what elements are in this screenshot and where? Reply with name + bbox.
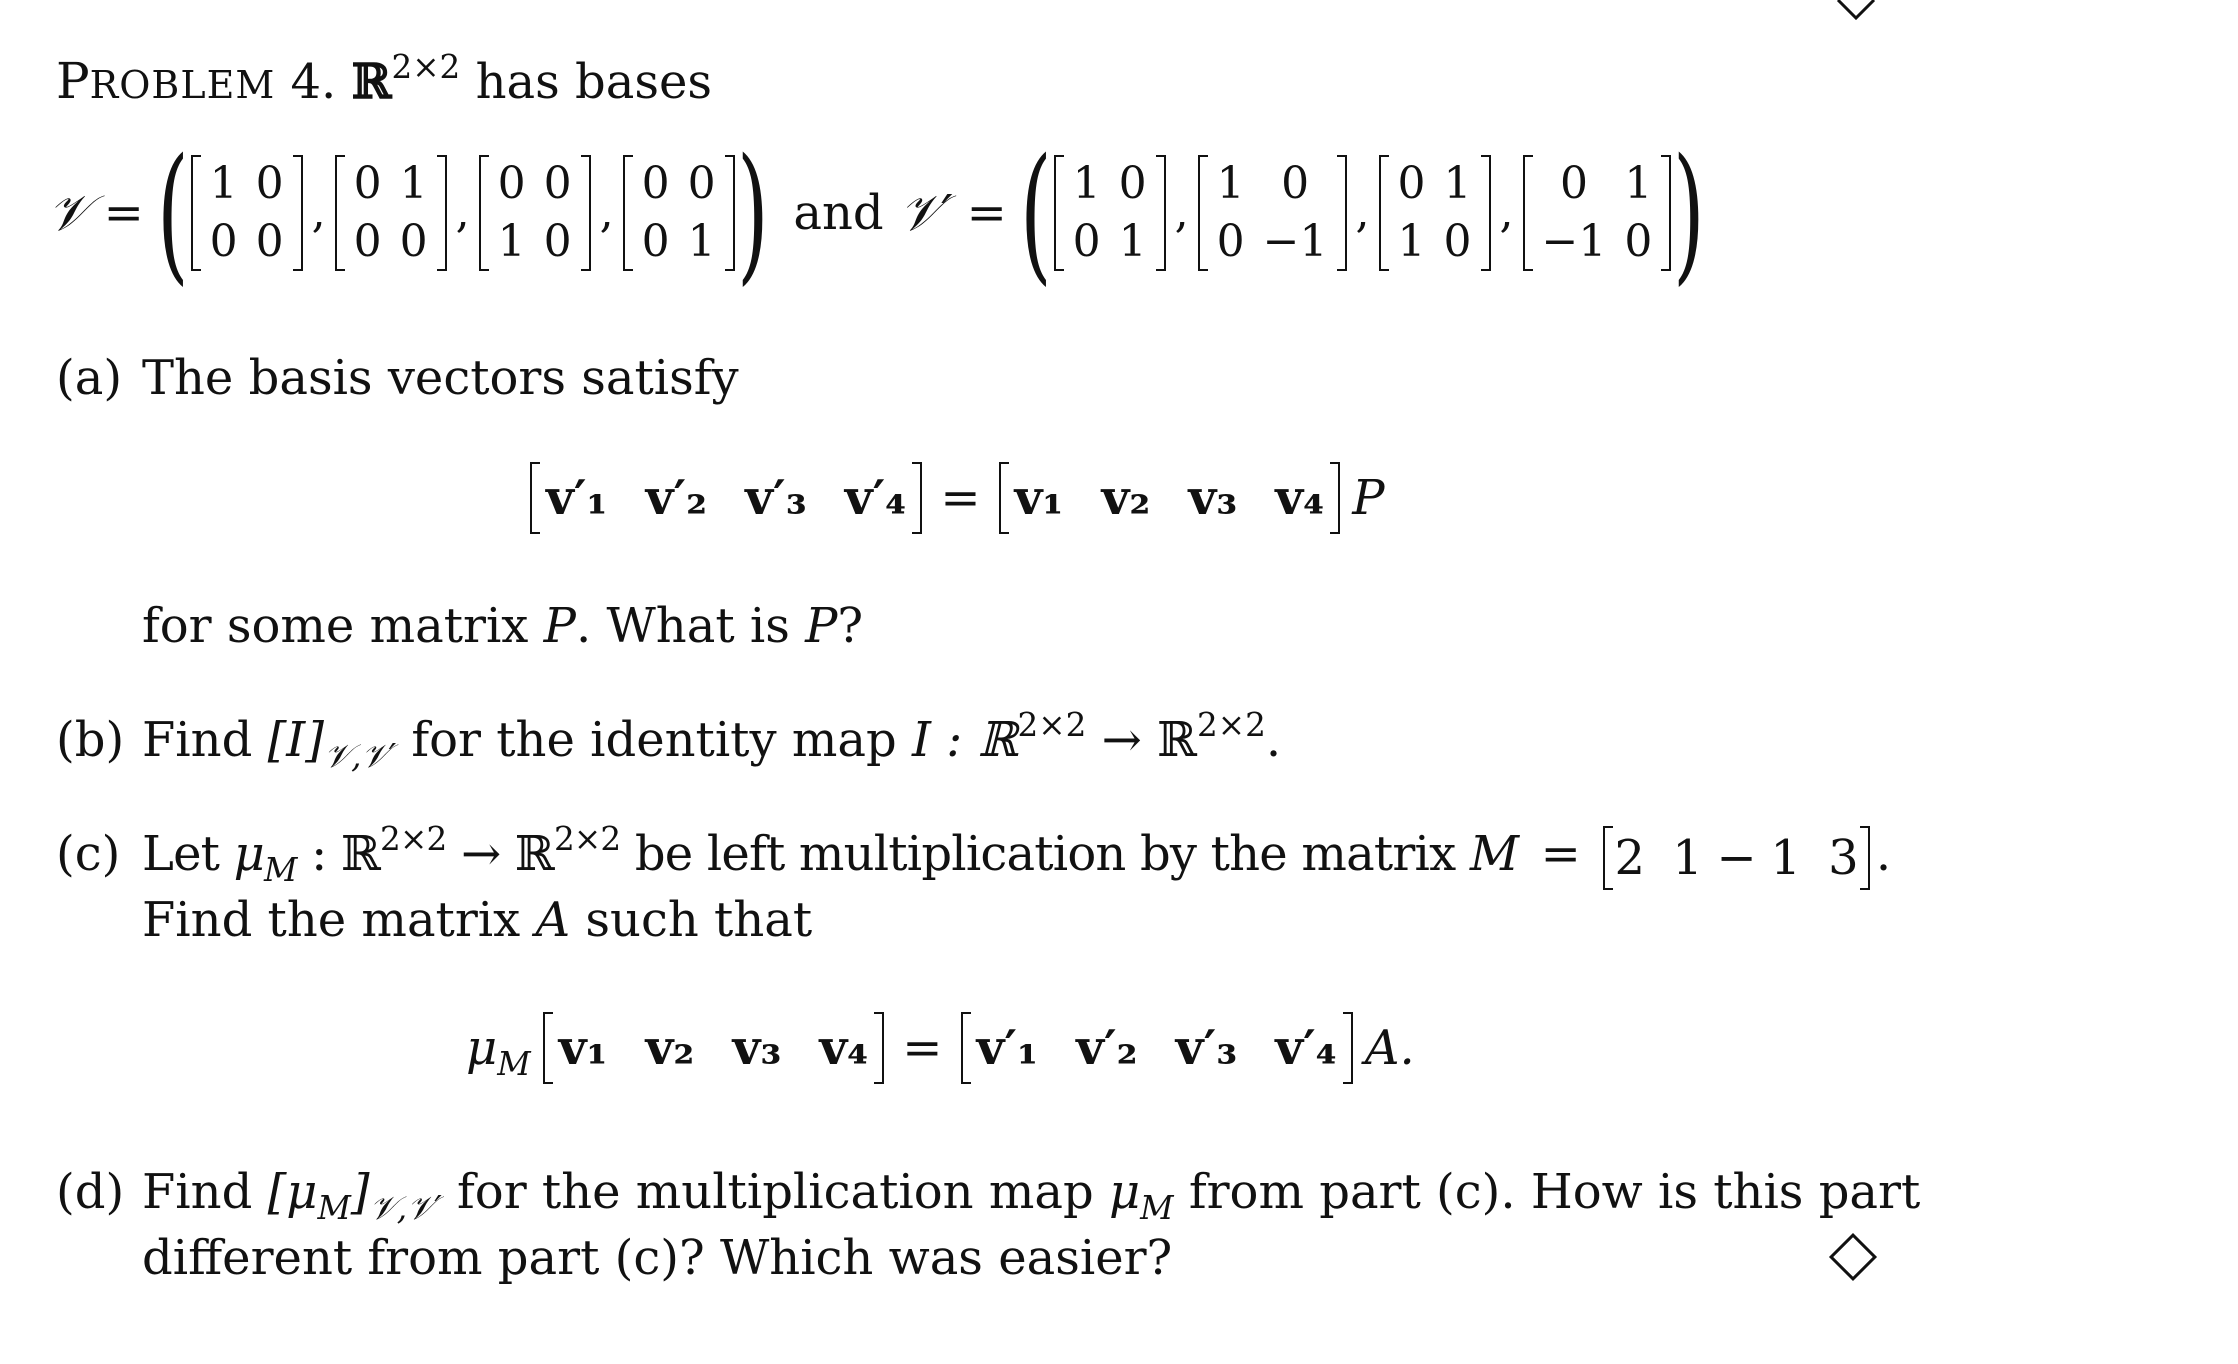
basis-v-matrix-2: 0 1 0 0 (335, 155, 447, 271)
basis-vprime-matrix-1: 1 0 0 1 (1054, 155, 1166, 271)
problem-heading (56, 47, 713, 110)
separator-comma: , (1499, 187, 1514, 238)
part-c-equation (466, 1020, 1415, 1084)
part-c-line2: Find the matrix A such that (142, 892, 813, 948)
problem-label-initial: P (56, 52, 90, 110)
part-a-text: The basis vectors satisfy (142, 350, 739, 406)
separator-comma: , (1174, 187, 1189, 238)
basis-v-symbol: 𝒱 (48, 184, 90, 242)
basis-v-matrix-3: 0 0 1 0 (479, 155, 591, 271)
basis-vprime-matrix-4: 0 1 −1 0 (1523, 155, 1672, 271)
basis-vprime-matrix-3: 0 1 1 0 (1379, 155, 1491, 271)
vprime-row-vector: v′₁ v′₂ v′₃ v′₄ (961, 1020, 1353, 1076)
part-b-text: Find $[I]_{𝒱,𝒱'}$ for the identity map I : ℝ$^{2\times 2}$ → ℝ$^{2\times 2}$. (142, 705, 1282, 776)
problem-intro-tail: has bases (475, 54, 713, 110)
part-a-equation (530, 470, 1385, 526)
part-d-label: (d) (56, 1164, 125, 1220)
equals-sign: = (902, 1020, 943, 1076)
part-a-label: (a) (56, 350, 123, 406)
separator-comma: , (599, 187, 614, 238)
equals-sign: = (103, 185, 144, 241)
qed-marker-top-icon (1836, 0, 1876, 20)
and-text: and (793, 185, 884, 241)
bases-equation (48, 127, 1706, 299)
basis-vprime-symbol: 𝒱′ (899, 184, 953, 242)
v-row-vector: v₁ v₂ v₃ v₄ (999, 470, 1341, 526)
part-d-line2: different from part (c)? Which was easier? (142, 1230, 1173, 1286)
vprime-row-vector: v′₁ v′₂ v′₃ v′₄ (530, 470, 922, 526)
open-paren: ( (156, 127, 189, 299)
matrix-a-symbol: A. (1364, 1020, 1415, 1076)
close-paren: ) (736, 127, 769, 299)
basis-v-matrix-4: 0 0 0 1 (623, 155, 735, 271)
equals-sign: = (966, 185, 1007, 241)
separator-comma: , (1355, 187, 1370, 238)
separator-comma: , (311, 187, 326, 238)
part-a-followup: for some matrix P. What is P? (142, 598, 864, 654)
problem-number: 4. (290, 54, 337, 110)
basis-vprime-matrix-2: 1 0 0 −1 (1198, 155, 1347, 271)
part-c-label: (c) (56, 826, 121, 882)
space-symbol: ℝ (351, 54, 392, 110)
end-of-problem-diamond-icon (1829, 1233, 1877, 1281)
space-exponent: 2×2 (391, 47, 461, 86)
close-paren: ) (1673, 127, 1706, 299)
part-d-text: Find $[\mu_M]_{𝒱,𝒱'}$ for the multiplication map $\mu_M$ from part (c). How is this part (142, 1164, 1921, 1228)
equals-sign: = (940, 470, 981, 526)
part-b-label: (b) (56, 712, 125, 768)
matrix-p-symbol: P (1352, 470, 1385, 526)
matrix-m-row: 2 1 − 1 3 (1603, 834, 1870, 882)
separator-comma: , (455, 187, 470, 238)
mu-m-symbol: $\mu_M$ (466, 1020, 531, 1084)
part-c-text: Let $\mu_M$ : ℝ$^{2\times 2}$ → ℝ$^{2\times 2}$ be left multiplication by the matrix M = 2 1 − 1 3 . (142, 819, 1891, 890)
basis-v-matrix-1: 1 0 0 0 (191, 155, 303, 271)
problem-label-rest: ROBLEM (89, 63, 276, 107)
open-paren: ( (1019, 127, 1052, 299)
v-row-vector: v₁ v₂ v₃ v₄ (543, 1020, 885, 1076)
